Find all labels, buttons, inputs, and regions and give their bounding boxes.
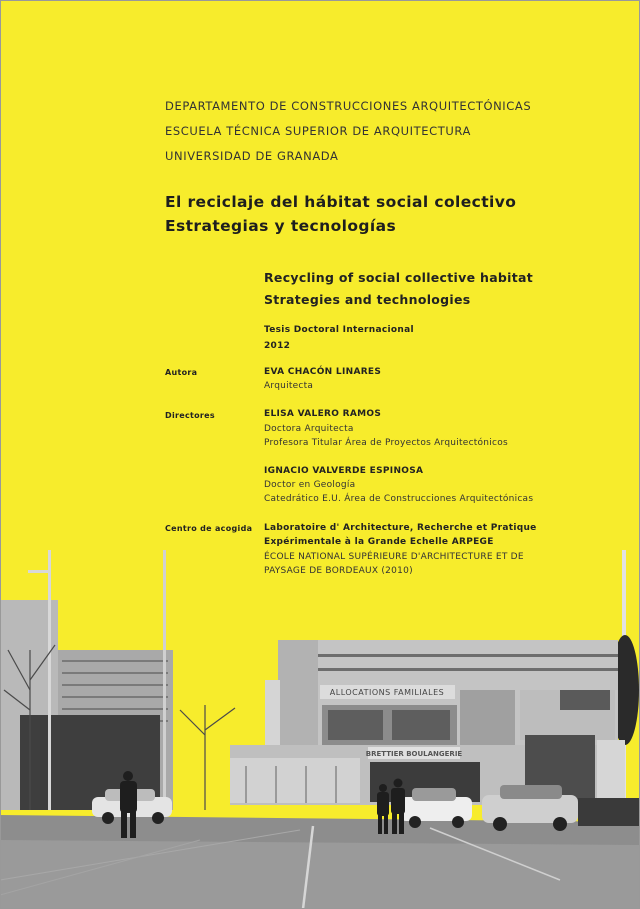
author-label: Autora: [165, 368, 198, 377]
title-english-line1: Recycling of social collective habitat: [264, 270, 534, 285]
director1-role2: Profesora Titular Área de Proyectos Arquitectónicos: [264, 438, 508, 448]
directors-label: Directores: [165, 411, 215, 420]
title-spanish-line2: Estrategias y tecnologías: [165, 217, 397, 235]
bakery-sign: BRETTIER BOULANGERIE: [365, 750, 463, 758]
title-english-line2: Strategies and technologies: [264, 292, 471, 307]
director2-role1: Doctor en Geología: [264, 480, 356, 490]
director1-role1: Doctora Arquitecta: [264, 424, 354, 434]
director2-name: IGNACIO VALVERDE ESPINOSA: [264, 466, 424, 476]
host-label: Centro de acogida: [165, 524, 253, 533]
street-photo: [0, 540, 640, 909]
thesis-year: 2012: [264, 341, 291, 351]
thesis-type: Tesis Doctoral Internacional: [264, 325, 414, 335]
host-line1: Laboratoire d' Architecture, Recherche et Pratique: [264, 523, 537, 533]
school-name: ESCUELA TÉCNICA SUPERIOR DE ARQUITECTURA: [165, 124, 471, 138]
university-name: UNIVERSIDAD DE GRANADA: [165, 149, 339, 163]
title-spanish-line1: El reciclaje del hábitat social colectivo: [165, 193, 517, 211]
host-line4: PAYSAGE DE BORDEAUX (2010): [264, 566, 413, 576]
director2-role2: Catedrático E.U. Área de Construcciones Arquitectónicas: [264, 494, 534, 504]
allocations-sign: ALLOCATIONS FAMILIALES: [329, 688, 445, 697]
department-name: DEPARTAMENTO DE CONSTRUCCIONES ARQUITECTÓNICAS: [165, 99, 532, 113]
host-line3: ÉCOLE NATIONAL SUPÉRIEURE D'ARCHITECTURE ET DE: [264, 552, 524, 562]
author-name: EVA CHACÓN LINARES: [264, 367, 382, 377]
host-line2: Expérimentale à la Grande Echelle ARPEGE: [264, 537, 494, 547]
author-role: Arquitecta: [264, 381, 314, 391]
director1-name: ELISA VALERO RAMOS: [264, 409, 382, 419]
